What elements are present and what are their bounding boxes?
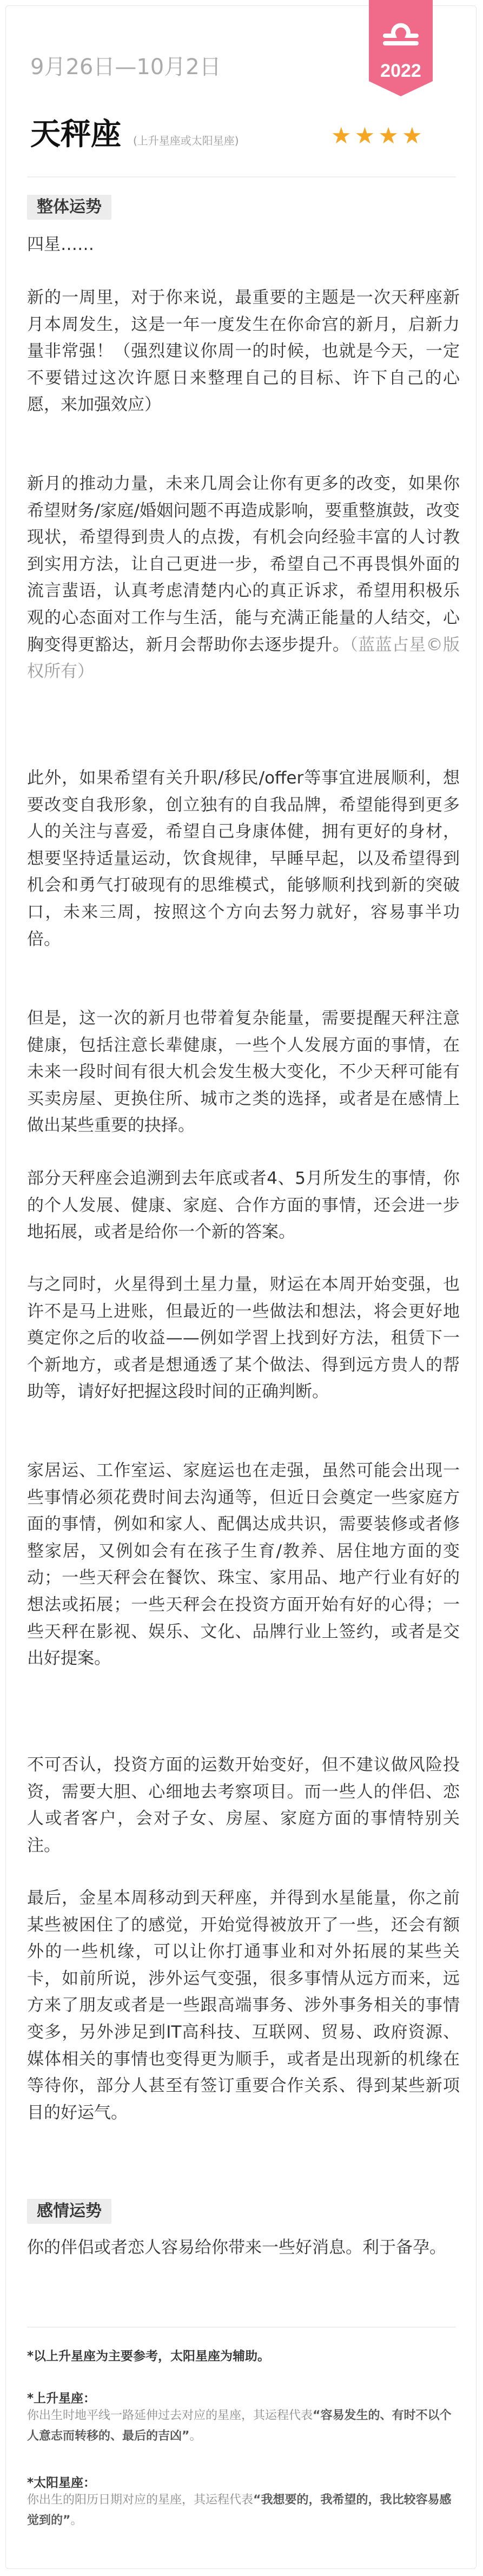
overall-paragraph-6: 部分天秤座会追溯到去年底或者4、5月所发生的事情，你的个人发展、健康、家庭、合作方面的事情，还会进一步地拓展，或者是给你一个新的答案。: [27, 1169, 460, 1242]
notes-divider: [27, 2327, 456, 2328]
rising-sign-heading: *上升星座：: [27, 2391, 96, 2406]
header-divider: [27, 176, 456, 177]
overall-section-label: 整体运势: [27, 195, 111, 220]
notes-main: *以上升星座为主要参考，太阳星座为辅助。: [27, 2349, 270, 2363]
sun-sign-note: 你出生的阳历日期对应的星座，其运程代表“我想要的，我希望的，我比较容易感觉到的”。: [27, 2493, 452, 2527]
rising-sign-note: 你出生时地平线一路延伸过去对应的星座，其运程代表“容易发生的、有时不以个人意志而转移的、最后的吉凶”。: [27, 2409, 452, 2443]
overall-paragraph-2: 新的一周里，对于你来说，最重要的主题是一次天秤座新月本周发生，这是一年一度发生在你命宫的新月，启新力量非常强！（强烈建议你周一的时候，也就是今天，一定不要错过这次许愿日来整理自己的目标、许下自己的心愿，来加强效应）: [27, 288, 460, 415]
star-rating: ★★★★: [331, 122, 426, 149]
year-ribbon: [369, 0, 433, 96]
overall-paragraph-9: 不可否认，投资方面的运数开始变好，但不建议做风险投资，需要大胆、心细地去考察项目。而一些人的伴侣、恋人或者客户，会对子女、房屋、家庭方面的事情特别关注。: [27, 1755, 460, 1855]
overall-paragraph-3: [27, 471, 460, 686]
year-label: 2022: [380, 61, 421, 81]
copyright-credit: （蓝蓝占星©版权所有）: [27, 635, 460, 682]
date-range: 9月26日—10月2日: [30, 55, 221, 80]
overall-paragraph-7: 与之同时，火星得到土星力量，财运在本周开始变强，也许不是马上进账，但最近的一些做法和想法，将会更好地奠定你之后的收益——例如学習上找到好方法，租赁下一个新地方，或者是想通透了某个做法、得到远方贵人的帮助等，请好好把握这段时间的正确判断。: [27, 1275, 460, 1402]
overall-paragraph-8: 家居运、工作室运、家庭运也在走强，虽然可能会出现一些事情必须花费时间去沟通等，但近日会奠定一些家庭方面的事情，例如和家人、配偶达成共识，需要装修或者修整家居，又例如会有在孩子生育/教养、居住地方面的变动；一些天秤会在餐饮、珠宝、家用品、地产行业有好的想法或拓展；一些天秤会在投资方面开始有好的心得；一些天秤在影视、娱乐、文化、品牌行业上签约，或者是交出好提案。: [27, 1461, 460, 1669]
notes-section: [27, 2346, 454, 2562]
overall-paragraph-3-text: 新月的推动力量，未来几周会让你有更多的改变，如果你希望财务/家庭/婚姻问题不再造成影响，要重整旗鼓，改变现状，希望得到贵人的点拨，有机会向经验丰富的人讨教到实用方法，让自己更进一步，希望自己不再畏惧外面的流言蜚语，认真考虑清楚内心的真正诉求，希望用积极乐观的心态面对工作与生活，能与充满正能量的人结交，心胸变得更豁达，新月会帮助你去逐步提升。: [27, 474, 460, 655]
overall-paragraph-10: 最后，金星本周移动到天秤座，并得到水星能量，你之前某些被困住了的感觉，开始觉得被放开了一些，还会有额外的一些机缘，可以让你打通事业和对外拓展的某些关卡，如前所说，涉外运气变强，很多事情从远方而来，远方来了朋友或者是一些跟高端事务、涉外事务相关的事情变多，另外涉足到IT高科技、互联网、贸易、政府资源、媒体相关的事情也变得更为顺手，或者是出现新的机缘在等待你，部分人甚至有签订重要合作关系、得到某些新项目的好运气。: [27, 1888, 460, 2123]
love-section-label: 感情运势: [27, 2199, 111, 2224]
overall-paragraph-5: 但是，这一次的新月也带着复杂能量，需要提醒天秤注意健康，包括注意长辈健康，一些个人发展方面的事情，在未来一段时间有很大机会发生极大变化，不少天秤可能有买卖房屋、更换住所、城市之类的选择，或者是在感情上做出某些重要的抉择。: [27, 1009, 460, 1136]
sign-note: (上升星座或太阳星座): [133, 134, 239, 147]
sun-sign-heading: *太阳星座：: [27, 2476, 96, 2490]
overall-paragraph-4: 此外，如果希望有关升职/移民/offer等事宜进展顺利，想要改变自我形象，创立独有的自我品牌，希望能得到更多人的关注与喜爱，希望自己身康体健，拥有更好的身材，想要坚持适量运动，饮食规律，早睡早起，以及希望得到机会和勇气打破现有的思维模式，能够顺利找到新的突破口，未来三周，按照这个方向去努力就好，容易事半功倍。: [27, 768, 460, 949]
sign-title: 天秤座: [30, 117, 121, 152]
overall-paragraph-1: 四星……: [27, 235, 94, 254]
love-text: 你的伴侣或者恋人容易给你带来一些好消息。利于备孕。: [27, 2238, 446, 2257]
